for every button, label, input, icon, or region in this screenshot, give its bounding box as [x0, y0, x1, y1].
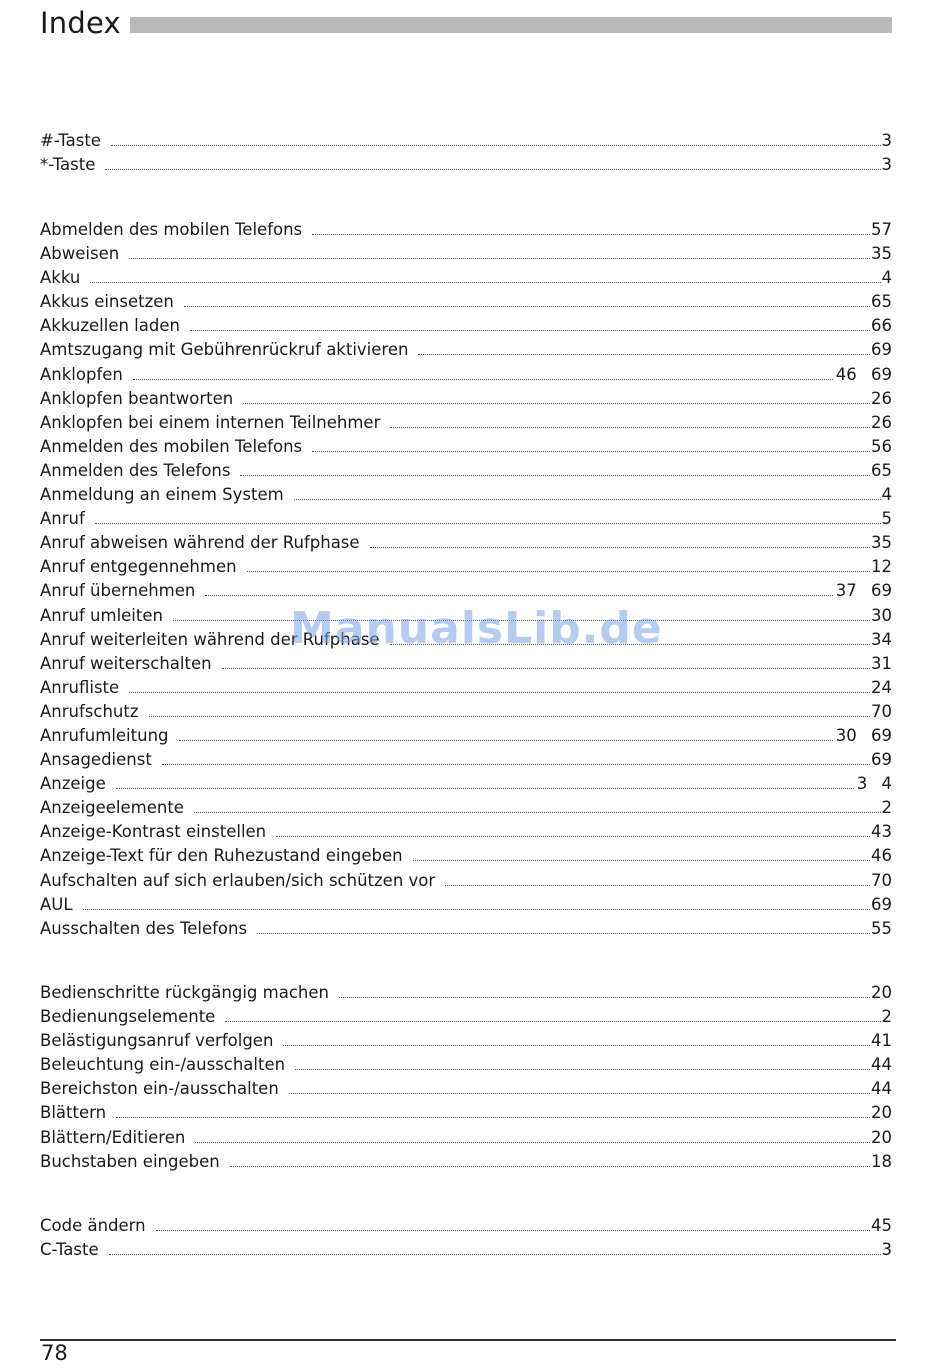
watermark: ManualsLib.de: [290, 603, 663, 654]
index-entry-pages: 41: [871, 1031, 892, 1051]
index-entry: [40, 981, 892, 1005]
dot-leader: [205, 594, 832, 596]
index-entry-pages: 30: [871, 605, 892, 625]
index-entry-pages: 26: [871, 412, 892, 432]
index-entry-pages: 3: [881, 131, 892, 150]
index-entry: [40, 893, 892, 917]
index-entry-label: C-Taste: [40, 1240, 99, 1260]
dot-leader: [312, 233, 870, 235]
index-entry: [40, 242, 892, 266]
index-entry-pages: 43: [871, 822, 892, 842]
index-entry: [40, 1126, 892, 1150]
index-entry-pages: 2: [881, 798, 892, 818]
dot-leader: [247, 570, 870, 572]
index-entry-label: Anzeigeelemente: [40, 798, 184, 818]
index-entry-label: #-Taste: [40, 131, 101, 150]
index-entry-label: Amtszugang mit Gebührenrückruf aktivieren: [40, 340, 409, 360]
index-entry-label: Abmelden des mobilen Telefons: [40, 220, 303, 239]
index-entry-label: Anmeldung an einem System: [40, 485, 284, 505]
dot-leader: [129, 257, 870, 259]
index-entry-label: Akkuzellen laden: [40, 316, 180, 336]
index-entry-pages: 37 69: [835, 581, 892, 601]
dot-leader: [83, 908, 870, 910]
index-entry: [40, 676, 892, 700]
index-entry: [40, 796, 892, 820]
dot-leader: [133, 378, 833, 380]
index-group-symbols: [40, 129, 892, 177]
dot-leader: [116, 1116, 870, 1118]
index-entry-pages: 65: [871, 292, 892, 312]
index-entry: [40, 1214, 892, 1238]
dot-leader: [418, 353, 870, 355]
index-entry: [40, 1053, 892, 1077]
dot-leader: [370, 546, 870, 548]
dot-leader: [149, 715, 870, 717]
index-entry-label: Anruf übernehmen: [40, 581, 196, 601]
index-entry-pages: 3: [881, 1240, 892, 1260]
index-entry-label: Beleuchtung ein-/ausschalten: [40, 1055, 286, 1075]
index-entry-pages: 69: [871, 750, 892, 770]
index-entry-label: AUL: [40, 894, 73, 914]
index-entry: [40, 531, 892, 555]
index-entry: [40, 290, 892, 314]
dot-leader: [184, 305, 870, 307]
index-entry: [40, 435, 892, 459]
index-entry-pages: 55: [871, 918, 892, 938]
index-entry: [40, 507, 892, 531]
index-entry: [40, 652, 892, 676]
index-entry-pages: 20: [871, 983, 892, 1002]
dot-leader: [109, 1253, 881, 1255]
index-entry-pages: 34: [871, 629, 892, 649]
index-entry-pages: 12: [871, 557, 892, 577]
index-entry: [40, 724, 892, 748]
index-entry-pages: 44: [871, 1079, 892, 1099]
index-entry-label: Anzeige: [40, 774, 106, 794]
index-entry-label: Anruf abweisen während der Rufphase: [40, 533, 360, 553]
dot-leader: [257, 932, 870, 934]
index-entry: [40, 1150, 892, 1174]
index-entry-pages: 70: [871, 701, 892, 721]
index-entry-label: Anzeige-Text für den Ruhezustand eingeben: [40, 846, 403, 866]
index-entry-label: Buchstaben eingeben: [40, 1151, 220, 1171]
index-entry-pages: 56: [871, 436, 892, 456]
index-entry-pages: 65: [871, 460, 892, 480]
index-entry-label: *-Taste: [40, 155, 96, 175]
index-entry-label: Anklopfen: [40, 364, 123, 384]
dot-leader: [312, 450, 870, 452]
index-entry-label: Anruf entgegennehmen: [40, 557, 237, 577]
index-entry: [40, 1238, 892, 1262]
dot-leader: [276, 835, 870, 837]
dot-leader: [222, 667, 870, 669]
dot-leader: [162, 763, 870, 765]
index-entry-pages: 20: [871, 1127, 892, 1147]
dot-leader: [90, 281, 880, 283]
index-entry-label: Anrufumleitung: [40, 725, 169, 745]
index-entry: [40, 459, 892, 483]
index-entry-pages: 4: [881, 485, 892, 505]
index-entry-pages: 30 69: [835, 725, 892, 745]
index-entry-pages: 18: [871, 1151, 892, 1171]
index-entry-label: Bedienschritte rückgängig machen: [40, 983, 329, 1002]
index-entry-label: Anrufschutz: [40, 701, 139, 721]
index-entry-label: Anklopfen bei einem internen Teilnehmer: [40, 412, 381, 432]
dot-leader: [190, 329, 870, 331]
index-entry-label: Abweisen: [40, 244, 120, 264]
index-entry-pages: 5: [881, 509, 892, 529]
dot-leader: [195, 1141, 870, 1143]
index-entry-label: Bereichston ein-/ausschalten: [40, 1079, 279, 1099]
page-title: Index: [40, 6, 121, 40]
index-entry-label: Code ändern: [40, 1216, 146, 1235]
index-entry-pages: 45: [871, 1216, 892, 1235]
index-entry-label: Blättern: [40, 1103, 107, 1123]
index-entry-label: Akku: [40, 268, 81, 288]
dot-leader: [243, 402, 870, 404]
dot-leader: [105, 168, 880, 170]
index-entry-pages: 70: [871, 870, 892, 890]
index-entry-label: Belästigungsanruf verfolgen: [40, 1031, 274, 1051]
index-entry-label: Bedienungselemente: [40, 1007, 216, 1027]
index-entry-label: Ansagedienst: [40, 750, 152, 770]
dot-leader: [111, 144, 881, 146]
index-entry: [40, 129, 892, 153]
index-entry-pages: 4: [881, 268, 892, 288]
dot-leader: [95, 522, 881, 524]
index-entry: [40, 772, 892, 796]
index-entry: [40, 1077, 892, 1101]
page-number: 78: [41, 1341, 68, 1365]
index-entry: [40, 748, 892, 772]
dot-leader: [240, 474, 870, 476]
dot-leader: [129, 691, 870, 693]
index-entry-label: Anruf umleiten: [40, 605, 163, 625]
index-entry-label: Anruf weiterschalten: [40, 653, 212, 673]
index-entry-label: Anruf weiterleiten während der Rufphase: [40, 629, 380, 649]
index-entry: [40, 387, 892, 411]
index-entry-pages: 46 69: [835, 364, 892, 384]
index-entry-label: Anzeige-Kontrast einstellen: [40, 822, 267, 842]
index-entry: [40, 338, 892, 362]
dot-leader: [445, 884, 870, 886]
dot-leader: [179, 739, 833, 741]
index-entry-pages: 69: [871, 340, 892, 360]
dot-leader: [194, 811, 881, 813]
index-entry-pages: 3 4: [856, 774, 892, 794]
index-entry: [40, 869, 892, 893]
index-entry-pages: 3: [881, 155, 892, 175]
index-entry: [40, 700, 892, 724]
index-group-c: [40, 1214, 892, 1262]
dot-leader: [289, 1092, 870, 1094]
index-group-a: [40, 218, 892, 941]
index-entry: [40, 363, 892, 387]
index-entry: [40, 555, 892, 579]
footer-rule: [40, 1339, 896, 1341]
index-entry: [40, 153, 892, 177]
dot-leader: [339, 996, 870, 998]
index-entry: [40, 820, 892, 844]
page-header: [40, 2, 892, 44]
dot-leader: [294, 498, 881, 500]
dot-leader: [230, 1165, 870, 1167]
index-entry-label: Aufschalten auf sich erlauben/sich schützen vor: [40, 870, 436, 890]
index-entry-label: Anklopfen beantworten: [40, 388, 234, 408]
index-entry-pages: 2: [881, 1007, 892, 1027]
index-entry: [40, 917, 892, 941]
index-entry-pages: 35: [871, 244, 892, 264]
index-entry-pages: 69: [871, 894, 892, 914]
dot-leader: [283, 1044, 870, 1046]
index-entry: [40, 1005, 892, 1029]
index-entry: [40, 314, 892, 338]
index-entry-pages: 46: [871, 846, 892, 866]
index-entry-label: Anruf: [40, 509, 85, 529]
index-entry: [40, 483, 892, 507]
index-entry-label: Anmelden des Telefons: [40, 460, 231, 480]
index-entry-pages: 44: [871, 1055, 892, 1075]
index-entry: [40, 579, 892, 603]
dot-leader: [156, 1229, 870, 1231]
index-entry-pages: 31: [871, 653, 892, 673]
index-entry-pages: 57: [871, 220, 892, 239]
index-entry-label: Akkus einsetzen: [40, 292, 174, 312]
index-entry: [40, 1101, 892, 1125]
index-entry-pages: 66: [871, 316, 892, 336]
index-entry: [40, 844, 892, 868]
index-entry: [40, 266, 892, 290]
index-entry-label: Ausschalten des Telefons: [40, 918, 248, 938]
index-entry-pages: 26: [871, 388, 892, 408]
dot-leader: [116, 787, 854, 789]
dot-leader: [225, 1020, 880, 1022]
index-entry-label: Blättern/Editieren: [40, 1127, 186, 1147]
title-bar: [130, 17, 892, 33]
index-entry: [40, 411, 892, 435]
index-group-b: [40, 981, 892, 1174]
index-entry-label: Anmelden des mobilen Telefons: [40, 436, 303, 456]
dot-leader: [390, 426, 870, 428]
dot-leader: [413, 859, 870, 861]
index-entry: [40, 218, 892, 242]
index-entry: [40, 1029, 892, 1053]
index-entry-pages: 20: [871, 1103, 892, 1123]
dot-leader: [295, 1068, 870, 1070]
index-entry-pages: 35: [871, 533, 892, 553]
index-entry-pages: 24: [871, 677, 892, 697]
index-entry-label: Anrufliste: [40, 677, 120, 697]
